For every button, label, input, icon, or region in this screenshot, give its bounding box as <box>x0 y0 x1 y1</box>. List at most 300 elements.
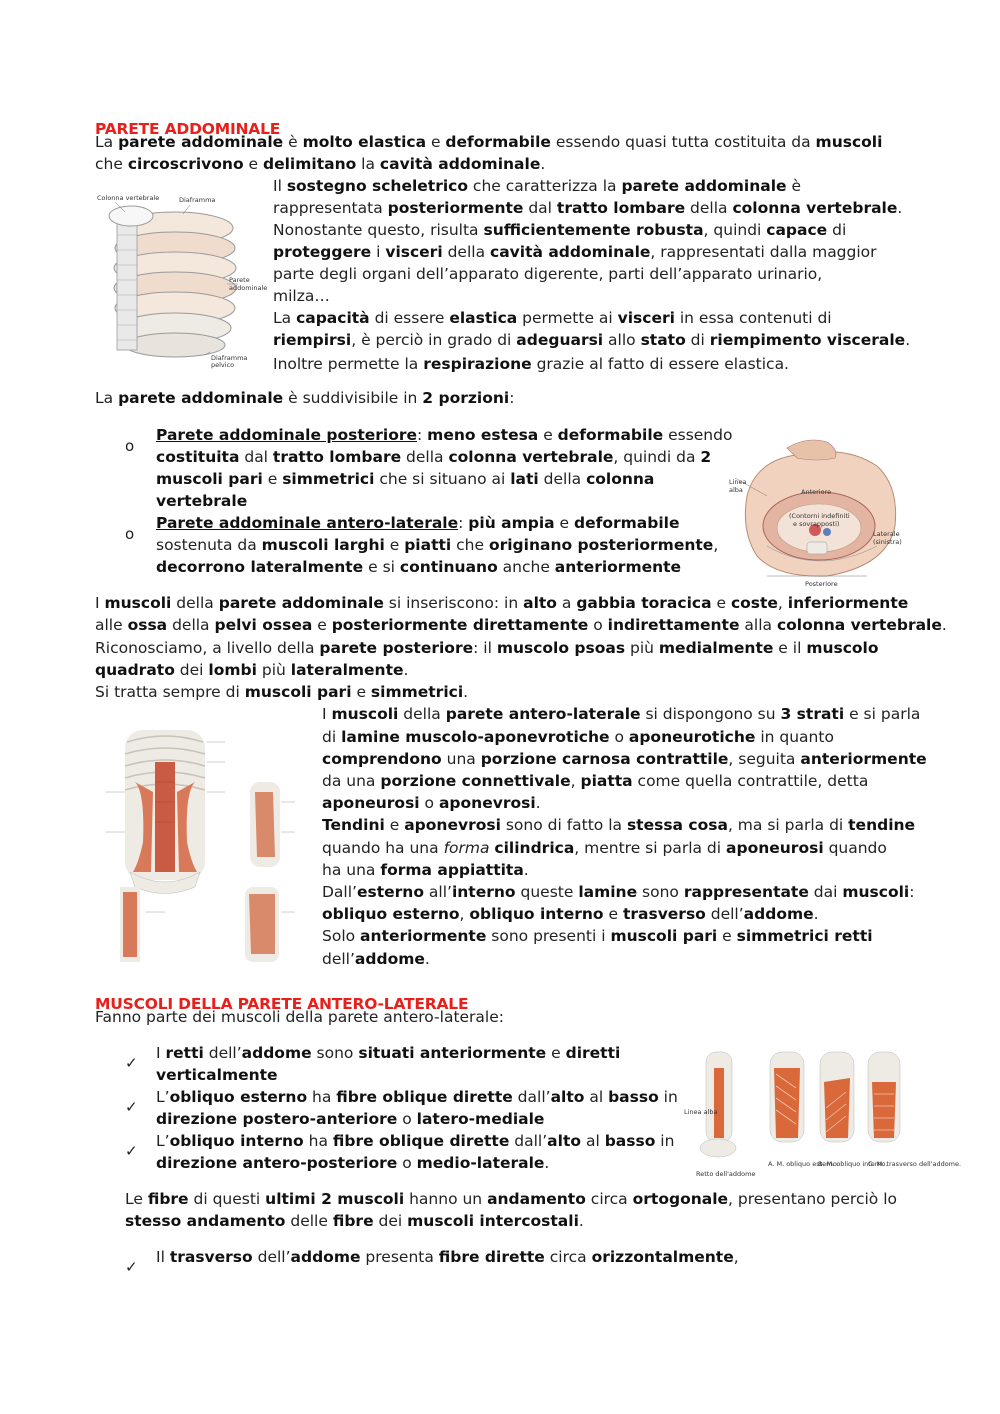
caption-sinistra: (sinistra) <box>873 538 902 546</box>
emphasis-text: anteriormente <box>800 750 927 768</box>
emphasis-text: muscoli pari <box>610 927 718 945</box>
emphasis-text: molto elastica <box>302 133 427 151</box>
emphasis-text: visceri <box>385 243 443 261</box>
plain-text: è <box>786 177 802 195</box>
plain-text: I <box>156 1044 166 1062</box>
emphasis-text: 2 <box>700 448 712 466</box>
text-line <box>156 1042 620 1064</box>
emphasis-text: lombi <box>208 661 257 679</box>
plain-text: : <box>458 514 469 532</box>
emphasis-text: delimitano <box>263 155 357 173</box>
plain-text: della <box>398 705 446 723</box>
emphasis-text: stesso andamento <box>125 1212 286 1230</box>
plain-text: , <box>459 905 470 923</box>
emphasis-text: aponevrosi <box>404 816 501 834</box>
caption-parete: Parete <box>229 276 250 284</box>
plain-text: dall’ <box>512 1088 551 1106</box>
emphasis-text: tratto lombare <box>556 199 686 217</box>
plain-text: di questi <box>188 1190 266 1208</box>
emphasis-text: posteriormente <box>387 199 524 217</box>
emphasis-text: forma appiattita <box>380 861 524 879</box>
plain-text: di <box>322 728 342 746</box>
emphasis-text: basso <box>608 1088 659 1106</box>
text-line <box>156 1130 674 1152</box>
text-line <box>322 859 529 881</box>
plain-text: rappresentata <box>273 199 388 217</box>
emphasis-text: colonna vertebrale <box>776 616 942 634</box>
plain-text: e <box>351 683 371 701</box>
plain-text: della <box>538 470 587 488</box>
emphasis-text: piatta <box>580 772 633 790</box>
text-line <box>156 534 718 556</box>
emphasis-text: coste <box>730 594 778 612</box>
emphasis-text: fibre oblique dirette <box>336 1088 513 1106</box>
emphasis-text: vertebrale <box>156 492 248 510</box>
emphasis-text: parete addominale <box>218 594 384 612</box>
emphasis-text: aponeurosi <box>726 839 824 857</box>
emphasis-text: alto <box>550 1088 585 1106</box>
plain-text: e si <box>363 558 400 576</box>
plain-text: , è perciò in grado di <box>351 331 517 349</box>
plain-text: sono di fatto la <box>500 816 627 834</box>
plain-text: in <box>655 1132 675 1150</box>
emphasis-text: obliquo esterno <box>169 1088 308 1106</box>
plain-text: o <box>397 1154 417 1172</box>
emphasis-text: elastica <box>449 309 518 327</box>
emphasis-text: lateralmente <box>290 661 404 679</box>
emphasis-text: pelvi ossea <box>214 616 313 634</box>
plain-text: più <box>256 661 291 679</box>
plain-text: La <box>273 309 297 327</box>
text-line <box>322 881 914 903</box>
emphasis-text: muscolo <box>806 639 879 657</box>
plain-text: della <box>401 448 449 466</box>
plain-text: dell’ <box>252 1248 291 1266</box>
plain-text: . <box>905 331 911 349</box>
plain-text: e <box>384 536 405 554</box>
plain-text: . <box>544 1154 550 1172</box>
text-line <box>322 925 873 947</box>
plain-text: e <box>711 594 731 612</box>
plain-text: queste <box>515 883 579 901</box>
plain-text: : il <box>473 639 497 657</box>
text-line <box>273 329 910 351</box>
emphasis-text: muscoli intercostali <box>407 1212 579 1230</box>
text-line <box>322 948 430 970</box>
plain-text: in <box>658 1088 678 1106</box>
emphasis-text: trasverso <box>169 1248 253 1266</box>
text-line <box>156 424 732 446</box>
plain-text: milza… <box>273 287 330 305</box>
plain-text: circa <box>544 1248 592 1266</box>
text-line <box>125 1188 897 1210</box>
emphasis-text: anteriormente <box>554 558 682 576</box>
plain-text: allo <box>603 331 641 349</box>
list-bullet: o <box>125 437 135 455</box>
emphasis-text: addome <box>354 950 425 968</box>
emphasis-text: ossa <box>127 616 168 634</box>
emphasis-text: muscoli <box>842 883 910 901</box>
emphasis-text: inferiormente <box>787 594 909 612</box>
text-line <box>273 353 789 375</box>
plain-text: e <box>262 470 283 488</box>
emphasis-text: obliquo interno <box>169 1132 304 1150</box>
plain-text: dei <box>373 1212 408 1230</box>
emphasis-text: tendine <box>848 816 916 834</box>
caption-obliquo-interno: B. M. obliquo interno. <box>818 1160 888 1168</box>
plain-text: della <box>685 199 733 217</box>
text-line <box>156 556 681 578</box>
checkmark-icon: ✓ <box>125 1142 138 1160</box>
caption-alba: alba <box>729 486 743 494</box>
plain-text: sono <box>311 1044 359 1062</box>
emphasis-text: costituita <box>156 448 240 466</box>
list-bullet: o <box>125 525 135 543</box>
text-line <box>273 307 832 329</box>
plain-text: i <box>371 243 386 261</box>
emphasis-text: parete addominale <box>621 177 787 195</box>
plain-text: dell’ <box>203 1044 242 1062</box>
plain-text: o <box>397 1110 417 1128</box>
emphasis-text: ortogonale <box>632 1190 729 1208</box>
plain-text: permette ai <box>517 309 618 327</box>
emphasis-text: parete addominale <box>118 133 284 151</box>
text-line <box>273 219 846 241</box>
caption-anteriore: Anteriore <box>801 488 832 496</box>
emphasis-text: muscoli <box>104 594 172 612</box>
emphasis-text: gabbia toracica <box>576 594 712 612</box>
plain-text: che <box>95 155 128 173</box>
emphasis-text: riempirsi <box>273 331 352 349</box>
caption-posteriore: Posteriore <box>805 580 838 588</box>
emphasis-text: andamento <box>487 1190 586 1208</box>
plain-text: : <box>909 883 915 901</box>
plain-text: presenta <box>360 1248 439 1266</box>
emphasis-text: alto <box>523 594 557 612</box>
plain-text: della <box>171 594 219 612</box>
text-line <box>156 1086 678 1108</box>
emphasis-text: direzione postero-anteriore <box>156 1110 398 1128</box>
emphasis-text: deformabile <box>574 514 680 532</box>
plain-text: La <box>95 133 119 151</box>
emphasis-text: addome <box>241 1044 312 1062</box>
plain-text: Si tratta sempre di <box>95 683 245 701</box>
plain-text: , quindi da <box>613 448 701 466</box>
emphasis-text: esterno <box>356 883 424 901</box>
emphasis-text: forma <box>443 839 490 857</box>
plain-text: in essa contenuti di <box>674 309 832 327</box>
plain-text: e <box>554 514 574 532</box>
plain-text: dall’ <box>509 1132 548 1150</box>
text-line <box>156 1152 549 1174</box>
emphasis-text: orizzontalmente <box>591 1248 734 1266</box>
plain-text: , <box>777 594 788 612</box>
emphasis-text: colonna vertebrale <box>448 448 614 466</box>
plain-text: di <box>827 221 847 239</box>
plain-text: ha <box>307 1088 337 1106</box>
plain-text: che <box>451 536 489 554</box>
caption-addominale: addominale <box>229 284 268 292</box>
plain-text: Inoltre permette la <box>273 355 424 373</box>
text-line <box>273 263 822 285</box>
plain-text: L’ <box>156 1088 170 1106</box>
caption-sovrapposti: e sovrapposti) <box>793 520 840 528</box>
plain-text: essendo <box>663 426 733 444</box>
emphasis-text: deformabile <box>557 426 664 444</box>
emphasis-text: cilindrica <box>494 839 575 857</box>
plain-text: è suddivisibile in <box>283 389 423 407</box>
emphasis-text: sostegno scheletrico <box>286 177 468 195</box>
plain-text: si inseriscono: in <box>383 594 524 612</box>
emphasis-text: aponeurotiche <box>628 728 756 746</box>
text-line <box>322 726 834 748</box>
plain-text: e <box>603 905 623 923</box>
text-line <box>95 659 408 681</box>
emphasis-text: proteggere <box>273 243 372 261</box>
plain-text: . <box>535 794 541 812</box>
emphasis-text: alto <box>547 1132 582 1150</box>
plain-text: si dispongono su <box>640 705 781 723</box>
plain-text: Le <box>125 1190 148 1208</box>
emphasis-text: sufficientemente robusta <box>483 221 704 239</box>
plain-text: in quanto <box>755 728 834 746</box>
emphasis-text: obliquo esterno <box>322 905 460 923</box>
plain-text: e <box>717 927 737 945</box>
plain-text: . <box>403 661 409 679</box>
plain-text: e il <box>773 639 807 657</box>
plain-text: e <box>243 155 263 173</box>
emphasis-text: tratto lombare <box>272 448 402 466</box>
text-line <box>156 512 680 534</box>
plain-text: La <box>95 389 119 407</box>
figure-abdomen-cross-section <box>727 436 907 588</box>
plain-text: da una <box>322 772 381 790</box>
plain-text: anche <box>497 558 555 576</box>
emphasis-text: simmetrici <box>370 683 464 701</box>
text-line <box>125 1210 584 1232</box>
plain-text: , mentre si parla di <box>574 839 727 857</box>
plain-text: , rappresentati dalla maggior <box>650 243 877 261</box>
text-line <box>95 387 514 409</box>
emphasis-text: fibre oblique dirette <box>332 1132 510 1150</box>
emphasis-text: situati anteriormente <box>358 1044 547 1062</box>
text-line <box>273 197 902 219</box>
plain-text: . <box>578 1212 584 1230</box>
text-line <box>156 1246 739 1268</box>
emphasis-text: più ampia <box>468 514 555 532</box>
text-line <box>273 241 877 263</box>
plain-text: I <box>95 594 105 612</box>
text-line <box>95 637 879 659</box>
plain-text: a <box>556 594 577 612</box>
emphasis-text: porzione connettivale <box>380 772 571 790</box>
plain-text: Dall’ <box>322 883 357 901</box>
emphasis-text: 3 strati <box>780 705 845 723</box>
emphasis-text: posteriormente direttamente <box>331 616 589 634</box>
emphasis-text: decorrono lateralmente <box>156 558 364 576</box>
figure-abdominal-muscles-plate <box>95 722 307 972</box>
plain-text: alla <box>739 616 777 634</box>
plain-text: Il <box>156 1248 170 1266</box>
plain-text: e si parla <box>844 705 921 723</box>
plain-text: parte degli organi dell’apparato digerente, parti dell’apparato urinario, <box>273 265 823 283</box>
plain-text: la <box>356 155 380 173</box>
emphasis-text: lati <box>510 470 539 488</box>
plain-text: , <box>570 772 581 790</box>
emphasis-text: rappresentate <box>683 883 809 901</box>
emphasis-text: porzione carnosa contrattile <box>480 750 729 768</box>
emphasis-text: direzione antero-posteriore <box>156 1154 398 1172</box>
text-line <box>156 1064 278 1086</box>
text-line <box>322 703 920 725</box>
emphasis-text: fibre <box>332 1212 374 1230</box>
emphasis-text: diretti <box>565 1044 621 1062</box>
plain-text: di essere <box>369 309 450 327</box>
plain-text: dei <box>174 661 209 679</box>
caption-obliquo-esterno: A. M. obliquo esterno. <box>768 1160 839 1168</box>
plain-text: ha <box>303 1132 333 1150</box>
plain-text: Il <box>273 177 287 195</box>
plain-text: circa <box>585 1190 633 1208</box>
plain-text: quando ha una <box>322 839 444 857</box>
plain-text: essendo quasi tutta costituita da <box>550 133 816 151</box>
plain-text: dai <box>808 883 843 901</box>
text-line <box>95 1006 504 1028</box>
emphasis-text: muscoli pari <box>156 470 263 488</box>
plain-text: più <box>625 639 659 657</box>
plain-text: una <box>441 750 481 768</box>
emphasis-text: ultimi 2 muscoli <box>265 1190 405 1208</box>
emphasis-text: parete addominale <box>118 389 284 407</box>
emphasis-text: quadrato <box>95 661 175 679</box>
emphasis-text: visceri <box>617 309 675 327</box>
emphasis-text: indirettamente <box>607 616 740 634</box>
emphasis-text: Parete addominale antero-laterale <box>156 514 459 532</box>
emphasis-text: latero-mediale <box>416 1110 545 1128</box>
emphasis-text: obliquo interno <box>469 905 604 923</box>
plain-text: al <box>584 1088 609 1106</box>
plain-text: . <box>424 950 430 968</box>
plain-text: . <box>540 155 546 173</box>
emphasis-text: fibre dirette <box>438 1248 545 1266</box>
plain-text: grazie al fatto di essere elastica. <box>531 355 789 373</box>
plain-text: sono <box>637 883 684 901</box>
emphasis-text: meno estesa <box>427 426 539 444</box>
emphasis-text: cavità addominale <box>379 155 541 173</box>
text-line <box>273 285 330 307</box>
plain-text: : <box>509 389 515 407</box>
plain-text: sostenuta da <box>156 536 262 554</box>
emphasis-text: retti <box>165 1044 204 1062</box>
plain-text: sono presenti i <box>486 927 611 945</box>
caption-contorni: (Contorni indefiniti <box>789 512 850 520</box>
plain-text: . <box>941 616 947 634</box>
plain-text: Nonostante questo, risulta <box>273 221 484 239</box>
emphasis-text: anteriormente <box>360 927 487 945</box>
figure-abdominal-cavity-diagram <box>95 190 268 370</box>
emphasis-text: simmetrici <box>282 470 375 488</box>
plain-text: e <box>426 133 446 151</box>
plain-text: o <box>609 728 629 746</box>
emphasis-text: stato <box>640 331 686 349</box>
text-line <box>95 681 468 703</box>
emphasis-text: lamine <box>578 883 638 901</box>
text-line <box>156 446 711 468</box>
section-title-muscoli: MUSCOLI DELLA PARETE ANTERO-LATERALE <box>95 995 469 1013</box>
text-line <box>95 131 882 153</box>
caption-trasverso: C. M. trasverso dell'addome. <box>868 1160 962 1168</box>
plain-text: , seguita <box>728 750 801 768</box>
emphasis-text: addome <box>290 1248 361 1266</box>
plain-text: Fanno parte dei muscoli della parete antero-laterale: <box>95 1008 504 1026</box>
caption-retto-addome: Retto dell'addome <box>696 1170 756 1178</box>
emphasis-text: circoscrivono <box>127 155 244 173</box>
text-line <box>95 592 908 614</box>
emphasis-text: colonna vertebrale <box>732 199 898 217</box>
plain-text: L’ <box>156 1132 170 1150</box>
emphasis-text: comprendono <box>322 750 442 768</box>
text-line <box>322 814 915 836</box>
plain-text: . <box>523 861 529 879</box>
emphasis-text: aponevrosi <box>438 794 536 812</box>
emphasis-text: medialmente <box>658 639 774 657</box>
emphasis-text: muscoli larghi <box>261 536 385 554</box>
caption-linea-alba: Linea alba <box>684 1108 718 1116</box>
plain-text: I <box>322 705 332 723</box>
plain-text: che caratterizza la <box>468 177 622 195</box>
plain-text: e <box>312 616 332 634</box>
plain-text: hanno un <box>404 1190 488 1208</box>
checkmark-icon: ✓ <box>125 1098 138 1116</box>
plain-text: , ma si parla di <box>727 816 849 834</box>
plain-text: all’ <box>423 883 452 901</box>
plain-text: delle <box>285 1212 333 1230</box>
figure-lateral-muscle-layers <box>682 1048 962 1178</box>
emphasis-text: Parete addominale posteriore <box>156 426 418 444</box>
plain-text: dell’ <box>705 905 744 923</box>
emphasis-text: parete posteriore <box>319 639 474 657</box>
caption-diaframma-pelvico: Diaframma <box>211 354 248 362</box>
emphasis-text: parete antero-laterale <box>445 705 641 723</box>
plain-text: della <box>167 616 215 634</box>
emphasis-text: muscoli <box>331 705 399 723</box>
emphasis-text: 2 porzioni <box>422 389 510 407</box>
emphasis-text: verticalmente <box>156 1066 278 1084</box>
emphasis-text: respirazione <box>423 355 532 373</box>
text-line <box>95 153 545 175</box>
text-line <box>156 1108 544 1130</box>
plain-text: dell’ <box>322 950 355 968</box>
emphasis-text: stessa cosa <box>626 816 728 834</box>
plain-text: dal <box>523 199 557 217</box>
emphasis-text: capace <box>766 221 828 239</box>
text-line <box>322 792 541 814</box>
caption-diaframma: Diaframma <box>179 196 216 204</box>
emphasis-text: fibre <box>147 1190 189 1208</box>
emphasis-text: muscoli pari <box>244 683 352 701</box>
emphasis-text: muscoli <box>815 133 883 151</box>
emphasis-text: muscolo psoas <box>496 639 626 657</box>
caption-laterale: Laterale <box>873 530 900 538</box>
emphasis-text: simmetrici retti <box>736 927 873 945</box>
text-line <box>322 770 868 792</box>
plain-text: alle <box>95 616 128 634</box>
emphasis-text: basso <box>604 1132 656 1150</box>
caption-linea: Linea <box>729 478 747 486</box>
plain-text: quando <box>823 839 887 857</box>
checkmark-icon: ✓ <box>125 1054 138 1072</box>
plain-text: che si situano ai <box>374 470 511 488</box>
